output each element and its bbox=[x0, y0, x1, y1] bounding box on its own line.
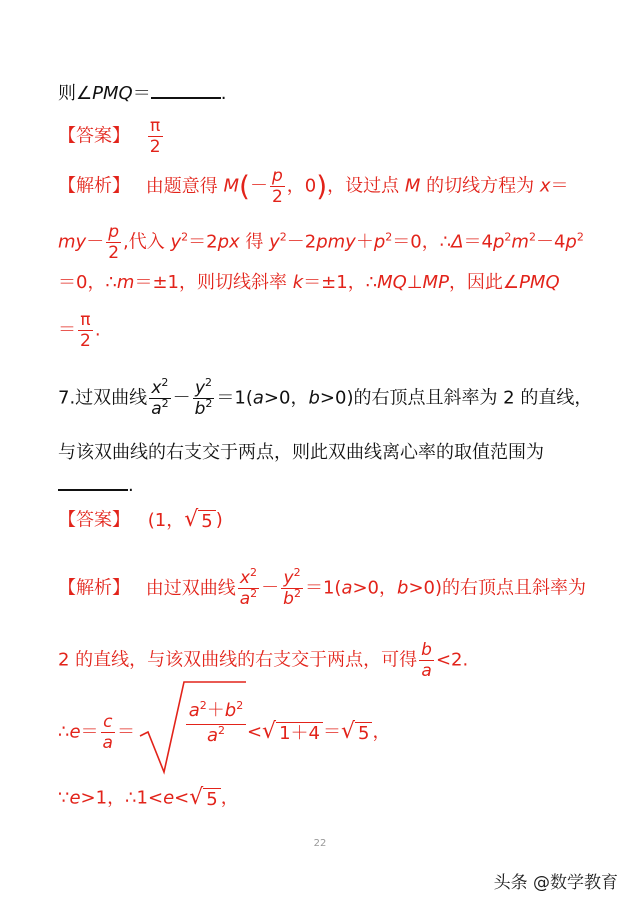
watermark: 头条 @数学教育 bbox=[493, 873, 618, 893]
solution-label: 【解析】 bbox=[58, 175, 130, 197]
fraction: $\frac{p}{2}$ bbox=[108, 222, 120, 263]
fraction: $\frac{c}{a}$ bbox=[102, 712, 113, 753]
question-7-line-2: 与该双曲线的右支交于两点，则此双曲线离心率的取值范围为 bbox=[58, 442, 544, 463]
sqrt: √ 5 bbox=[184, 508, 215, 533]
solution-2-line-2: 2 的直线，与该双曲线的右支交于两点，可得 $\frac{b}{a}$ <2. bbox=[58, 640, 469, 681]
page-number: 22 bbox=[313, 838, 327, 849]
solution-1-line-2: my－ $\frac{p}{2}$ ,代入 $y^2=2px$ 得 $y^2-2pmy+p^2=0$，$\therefore\Delta=4p^2m^2-4p^2$ bbox=[58, 222, 584, 263]
answer-2: 【答案】 (1， √ 5 ) bbox=[58, 507, 223, 532]
answer-blank bbox=[151, 97, 221, 99]
solution-1-line-3: ＝0，∴m＝±1，则切线斜率 k＝±1，∴MQ⊥MP，因此∠PMQ bbox=[58, 272, 560, 293]
fraction: $\frac{x^2}{a^2}$ bbox=[239, 566, 258, 609]
solution-label: 【解析】 bbox=[58, 577, 130, 599]
answer-blank bbox=[58, 489, 128, 491]
solution-2-line-4: ∵e>1，∴1<e< √ 5 ， bbox=[58, 785, 239, 810]
answer-1 bbox=[58, 116, 165, 157]
solution-2-line-3: ∴e＝ $\frac{c}{a}$ ＝ < √ 1＋4 ＝ √ 5 ， bbox=[58, 712, 391, 753]
solution-2-line-1: 【解析】 由过双曲线 $\frac{x^2}{a^2}$ － $\frac{y^2}{b^2}$ ＝1(a>0，b>0)的右顶点且斜率为 bbox=[58, 566, 587, 609]
fraction: $\frac{\pi}{2}$ bbox=[80, 310, 91, 351]
fraction: $\frac{x^2}{a^2}$ bbox=[151, 376, 169, 419]
sqrt: √ 1＋4 bbox=[262, 720, 323, 745]
fraction: $\frac{y^2}{b^2}$ bbox=[283, 566, 301, 609]
sqrt: √ 5 bbox=[341, 720, 372, 745]
answer-label: 【答案】 bbox=[58, 509, 130, 531]
text: 则∠ bbox=[58, 83, 93, 104]
fraction: $\frac{y^2}{b^2}$ bbox=[194, 376, 213, 419]
question-6-tail: 则∠PMQ＝ . bbox=[58, 83, 227, 104]
question-7-line-3: . bbox=[58, 474, 134, 498]
radicand-fraction: $a^2+b^2$ $a^2$ bbox=[186, 700, 246, 747]
solution-1-line-4: ＝ $\frac{\pi}{2}$ . bbox=[58, 310, 101, 351]
fraction: $\frac{p}{2}$ bbox=[271, 166, 283, 207]
question-7-line-1: 7.过双曲线 $\frac{x^2}{a^2}$ － $\frac{y^2}{b^2}$ ＝1(a>0，b>0)的右顶点且斜率为 2 的直线， bbox=[58, 376, 593, 419]
answer-label: 【答案】 bbox=[58, 125, 130, 147]
answer-fraction: $\frac{\pi}{2}$ bbox=[149, 116, 161, 157]
fraction: $\frac{b}{a}$ bbox=[421, 640, 432, 681]
solution-1-line-1: 【解析】 由题意得 M(－ $\frac{p}{2}$ ，0)，设过点 M 的切线方程为 x＝ bbox=[58, 166, 569, 207]
sqrt: √ 5 bbox=[189, 786, 220, 811]
